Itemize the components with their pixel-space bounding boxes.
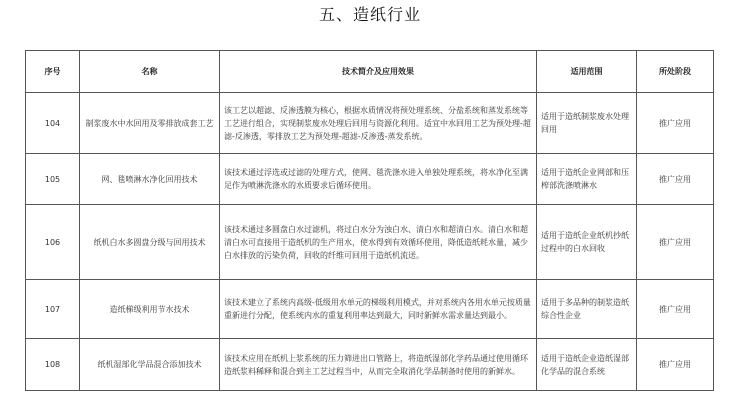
row-stage: 推广应用 bbox=[637, 280, 714, 339]
row-description: 该技术通过浮选或过滤的处理方式，使网、毯洗涤水进入单独处理系统，将水净化至满足作为喷淋洗涤水的水质要求后循环使用。 bbox=[220, 154, 537, 205]
header-description: 技术简介及应用效果 bbox=[220, 51, 537, 93]
table-header-row bbox=[26, 51, 714, 93]
row-stage: 推广应用 bbox=[637, 93, 714, 154]
technology-table bbox=[25, 50, 714, 391]
row-name: 制浆废水中水回用及零排放成套工艺 bbox=[80, 93, 220, 154]
row-description: 该技术建立了系统内高级-低级用水单元的梯级利用模式，并对系统内各用水单元按质量重新进行分配，使系统内水的重复利用率达到最大，同时新鲜水需求量达到最小。 bbox=[220, 280, 537, 339]
row-scope: 适用于造纸制浆废水处理回用 bbox=[537, 93, 637, 154]
row-name: 纸机湿部化学品混合添加技术 bbox=[80, 339, 220, 391]
row-scope: 适用于造纸企业造纸湿部化学品的混合系统 bbox=[537, 339, 637, 391]
row-name: 纸机白水多圆盘分级与回用技术 bbox=[80, 205, 220, 280]
row-number: 106 bbox=[26, 205, 80, 280]
row-name: 造纸梯级利用节水技术 bbox=[80, 280, 220, 339]
row-number: 104 bbox=[26, 93, 80, 154]
header-name: 名称 bbox=[80, 51, 220, 93]
row-number: 107 bbox=[26, 280, 80, 339]
header-scope: 适用范围 bbox=[537, 51, 637, 93]
row-number: 105 bbox=[26, 154, 80, 205]
table-row bbox=[26, 280, 714, 339]
row-description: 该工艺以超滤、反渗透膜为核心，根据水质情况将预处理系统、分盐系统和蒸发系统等工艺进行组合，实现制浆废水处理后回用与资源化利用。适宜中水回用工艺为预处理-超滤-反渗透，零排放工艺为预处理-超滤-反渗透-蒸发系统。 bbox=[220, 93, 537, 154]
table-row bbox=[26, 339, 714, 391]
row-scope: 适用于多品种的制浆造纸综合性企业 bbox=[537, 280, 637, 339]
row-stage: 推广应用 bbox=[637, 339, 714, 391]
row-description: 该技术应用在纸机上浆系统的压力筛进出口管路上，将造纸湿部化学药品通过使用循环造纸浆料稀释和混合到主工艺过程当中，从而完全取消化学品制备时使用的新鲜水。 bbox=[220, 339, 537, 391]
row-description: 该技术通过多圆盘白水过滤机，将过白水分为浊白水、清白水和超清白水。清白水和超清白水可直接用于造纸机的生产用水，使水得到有效循环使用，降低造纸耗水量，减少白水排放的污染负荷，回收的纤维可回用于造纸机流送。 bbox=[220, 205, 537, 280]
row-number: 108 bbox=[26, 339, 80, 391]
header-stage: 所处阶段 bbox=[637, 51, 714, 93]
row-stage: 推广应用 bbox=[637, 205, 714, 280]
row-scope: 适用于造纸企业网部和压榨部洗涤喷淋水 bbox=[537, 154, 637, 205]
header-number: 序号 bbox=[26, 51, 80, 93]
table-row bbox=[26, 205, 714, 280]
row-stage: 推广应用 bbox=[637, 154, 714, 205]
page-title: 五、造纸行业 bbox=[318, 5, 421, 24]
table-row bbox=[26, 154, 714, 205]
table-row bbox=[26, 93, 714, 154]
row-name: 网、毯喷淋水净化回用技术 bbox=[80, 154, 220, 205]
row-scope: 适用于造纸企业纸机抄纸过程中的白水回收 bbox=[537, 205, 637, 280]
